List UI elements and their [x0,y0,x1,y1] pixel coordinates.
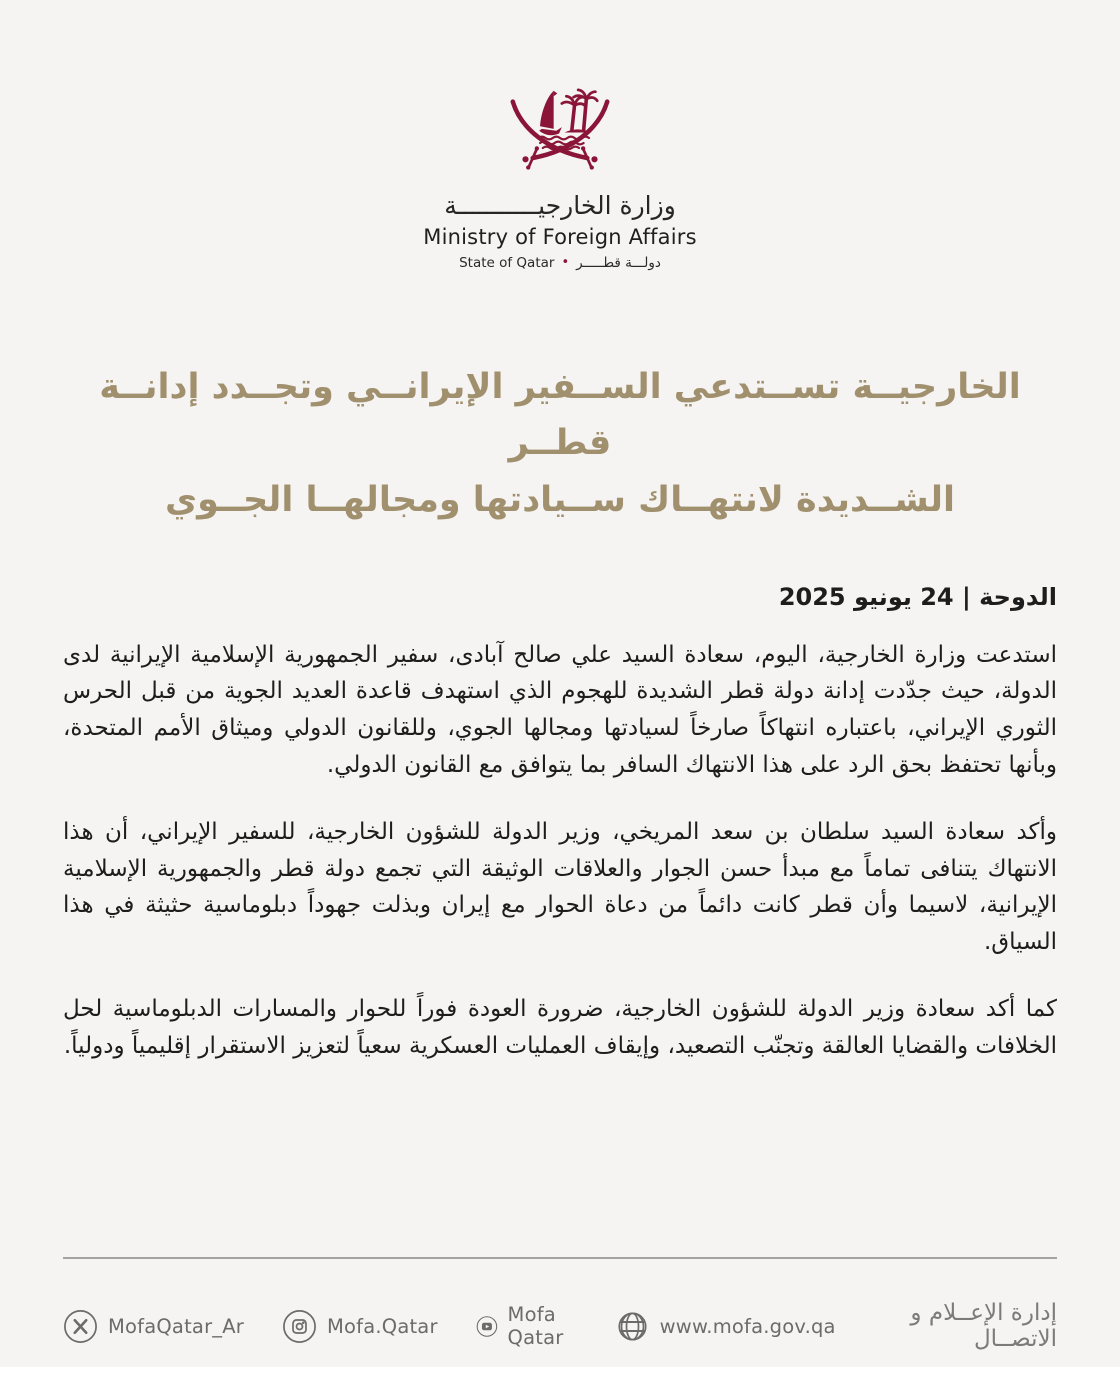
social-youtube-label: Mofa Qatar [507,1303,564,1349]
website-link [615,1309,836,1344]
x-icon [63,1309,98,1344]
youtube-icon [476,1309,498,1344]
press-release-body [63,637,1057,1065]
state-of-qatar-arabic: دولـــة قطـــــر [576,254,661,271]
qatar-mofa-emblem-icon [501,84,619,182]
body-paragraph-2: وأكد سعادة السيد سلطان بن سعد المريخي، وزير الدولة للشؤون الخارجية، للسفير الإيراني، أن هذا الانتهاك يتنافى تماماً مع مبدأ حسن الجوار والعلاقات الوثيقة التي تجمع دولة قطر والجمهورية الإسلامية الإيرانية، لاسيما وأن قطر كانت دائماً من دعاة الحوار مع إيران وبذلت جهوداً دبلوماسية حثيثة في هذا السياق. [63,818,1057,956]
social-youtube-handle [476,1303,577,1349]
website-label: www.mofa.gov.qa [659,1314,836,1338]
instagram-icon [282,1309,317,1344]
globe-icon [615,1309,650,1344]
separator-dot: • [561,255,570,270]
social-instagram-handle [282,1309,438,1344]
dateline: الدوحة | 24 يونيو 2025 [778,582,1057,611]
footer [63,1298,1057,1354]
social-links-row [63,1303,836,1349]
state-of-qatar-line [459,255,661,271]
social-x-label: MofaQatar_Ar [108,1314,244,1338]
title-line-2: الشــديدة لانتهــاك ســيادتها ومجالهــا الجــوي [165,479,955,520]
ministry-name-arabic: وزارة الخارجيـــــــــــة [444,191,676,220]
press-release-title [63,359,1057,529]
footer-divider [63,1257,1057,1259]
social-instagram-label: Mofa.Qatar [327,1314,438,1338]
ministry-name-english: Ministry of Foreign Affairs [423,224,697,249]
body-paragraph-1: استدعت وزارة الخارجية، اليوم، سعادة السيد علي صالح آبادى، سفير الجمهورية الإسلامية الإيرانية لدى الدولة، حيث جدّدت إدانة دولة قطر الشديدة للهجوم الذي استهدف قاعدة العديد الجوية من قبل الحرس الثوري الإيراني، باعتباره انتهاكاً صارخاً لسيادتها ومجالها الجوي، وللقانون الدولي وميثاق الأمم المتحدة، وبأنها تحتفظ بحق الرد على هذا الانتهاك السافر بما يتوافق مع القانون الدولي. [63,641,1057,778]
body-paragraph-3: كما أكد سعادة وزير الدولة للشؤون الخارجية، ضرورة العودة فوراً للحوار والمسارات الدبلوماسية لحل الخلافات والقضايا العالقة وتجنّب التصعيد، وإيقاف العمليات العسكرية سعياً لتعزيز الاستقرار إقليمياً ودولياً. [63,995,1057,1059]
department-name: إدارة الإعــلام و الاتصــال [910,1300,1057,1352]
state-of-qatar-english: State of Qatar [459,254,555,271]
mofa-masthead [63,0,1057,271]
social-x-handle [63,1309,244,1344]
title-line-1: الخارجيــة تســتدعي الســفير الإيرانــي وتجــدد إدانــة قطــر [99,366,1021,464]
